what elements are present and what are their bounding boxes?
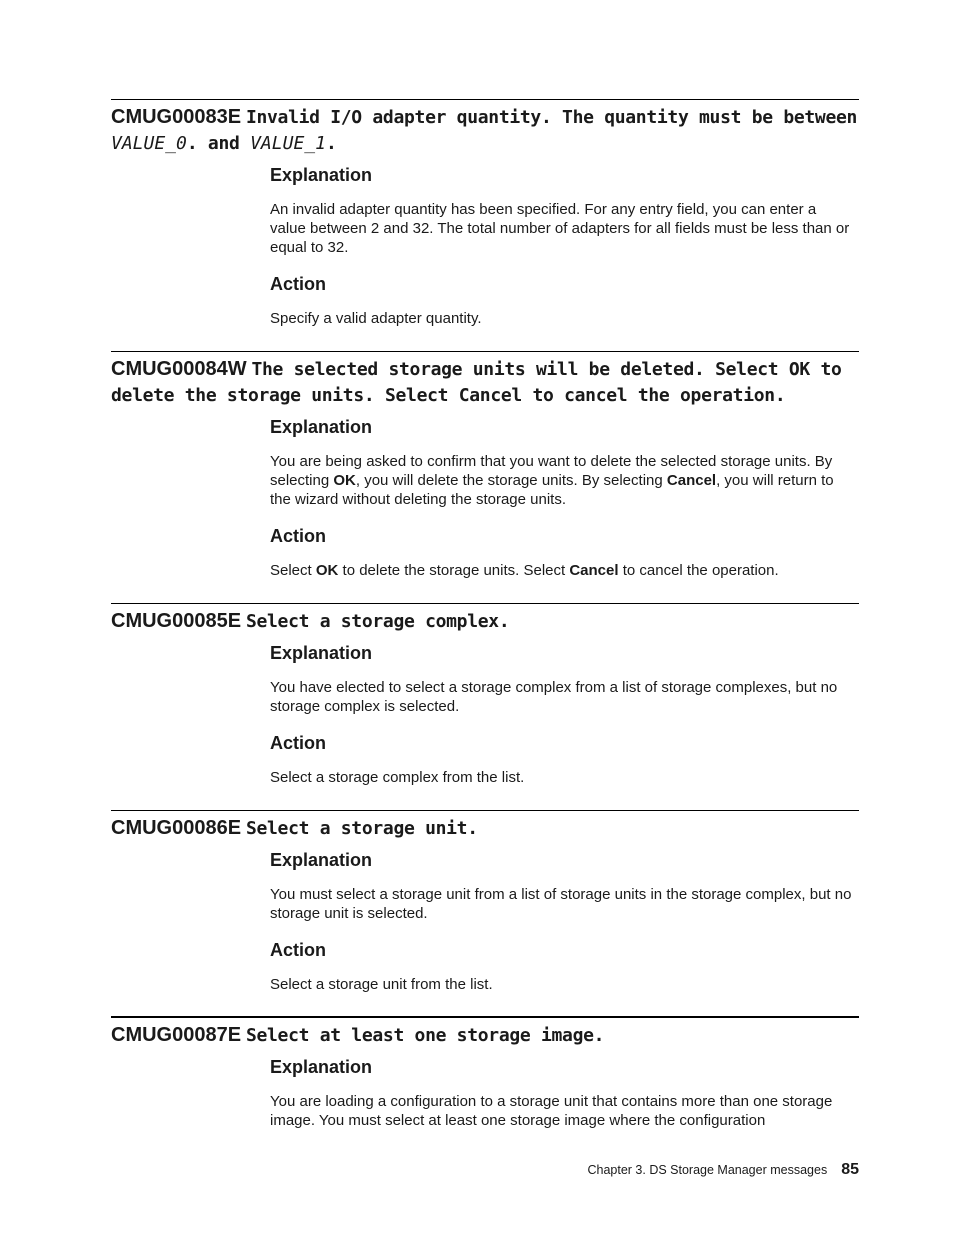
page-footer: [587, 1161, 859, 1179]
message-heading: [111, 604, 859, 635]
message-cmug00085e: [111, 603, 859, 787]
message-heading: [111, 352, 859, 409]
explanation-heading: Explanation: [270, 643, 373, 663]
message-body: [270, 641, 852, 787]
explanation-heading: Explanation: [270, 1057, 373, 1077]
variable-value-1: VALUE_1: [250, 133, 326, 154]
ok-term: OK: [333, 472, 356, 489]
explanation-text: You have elected to select a storage complex from a list of storage complexes, but no storage complex is selected.: [270, 679, 838, 715]
cancel-term: Cancel: [666, 472, 717, 489]
action-heading: Action: [270, 526, 326, 546]
message-code: CMUG00087E: [111, 1024, 242, 1046]
message-code: CMUG00086E: [111, 817, 242, 839]
message-title: Select at least one storage image.: [245, 1025, 605, 1046]
message-title: Invalid I/O adapter quantity. The quantity must be between: [245, 107, 858, 128]
cancel-term: Cancel: [569, 562, 619, 579]
message-heading: [111, 100, 859, 157]
message-code: CMUG00083E: [111, 106, 242, 128]
text-run: , you will delete the storage units. By selecting: [355, 472, 667, 489]
explanation-text: You are loading a configuration to a storage unit that contains more than one storage image. You must select at least one storage image where the configuration: [270, 1093, 833, 1129]
action-text: Select a storage unit from the list.: [270, 976, 493, 993]
message-cmug00086e: [111, 810, 859, 994]
text-run: to cancel the operation.: [618, 562, 779, 579]
text-run: You are being asked to confirm that you want to delete the selected storage units. By selecting: [270, 453, 833, 489]
explanation-heading: Explanation: [270, 850, 373, 870]
action-text: Select a storage complex from the list.: [270, 769, 525, 786]
message-body: [270, 415, 852, 580]
action-heading: Action: [270, 940, 326, 960]
action-text: Specify a valid adapter quantity.: [270, 310, 482, 327]
message-title-end: .: [325, 133, 337, 154]
text-run: , you will return to the wizard without deleting the storage units.: [270, 472, 834, 508]
message-title: The selected storage units will be deleted. Select OK to delete the storage units. Select Cancel to cancel the operation.: [111, 359, 842, 406]
chapter-title: Chapter 3. DS Storage Manager messages: [587, 1163, 828, 1177]
message-cmug00084w: [111, 351, 859, 580]
message-cmug00083e: [111, 99, 859, 328]
explanation-text: You must select a storage unit from a list of storage units in the storage complex, but no storage unit is selected.: [270, 886, 852, 922]
text-run: Select: [270, 562, 316, 579]
explanation-heading: Explanation: [270, 165, 373, 185]
message-code: CMUG00084W: [111, 358, 247, 380]
message-heading: [111, 811, 859, 842]
explanation-heading: Explanation: [270, 417, 373, 437]
variable-value-0: VALUE_0: [111, 133, 187, 154]
message-body: [270, 848, 852, 994]
ok-term: OK: [315, 562, 339, 579]
message-code: CMUG00085E: [111, 610, 242, 632]
page-number: 85: [841, 1161, 859, 1178]
message-body: [270, 1055, 852, 1130]
action-heading: Action: [270, 733, 326, 753]
explanation-text: An invalid adapter quantity has been specified. For any entry field, you can enter a value between 2 and 32. The total number of adapters for all fields must be less than or equal to 32.: [270, 201, 850, 256]
action-heading: Action: [270, 274, 326, 294]
message-title: Select a storage unit.: [245, 818, 478, 839]
message-title: Select a storage complex.: [245, 611, 510, 632]
explanation-text: [270, 452, 852, 509]
text-run: to delete the storage units. Select: [338, 562, 570, 579]
message-title-cont: . and: [186, 133, 251, 154]
message-heading: [111, 1018, 859, 1049]
action-text: [270, 561, 852, 580]
message-cmug00087e: [111, 1016, 859, 1130]
message-body: [270, 163, 852, 328]
